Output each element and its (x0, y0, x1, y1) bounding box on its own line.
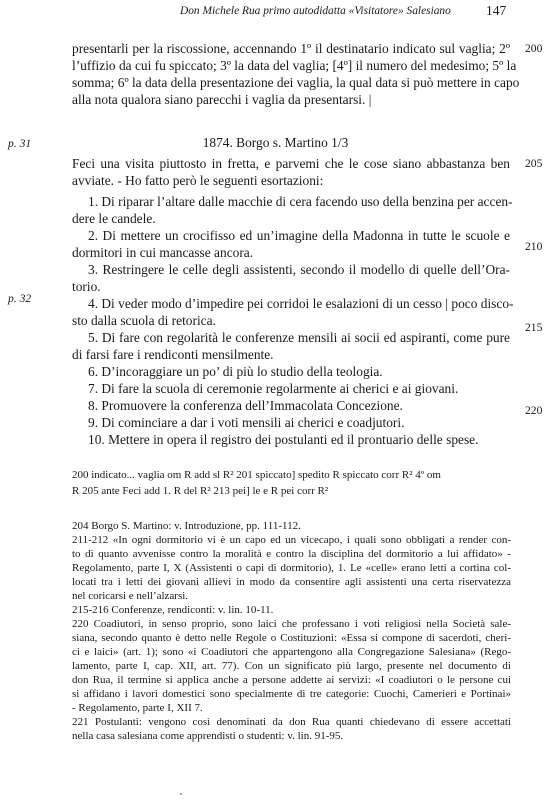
note-line: locati tra i letti dei giovani allievi in modo da consentire agli assistenti una certa riservatezza (72, 576, 511, 588)
list-item: 5. Di fare con regolarità le conferenze mensili ai socii ed aspiranti, come pure (88, 330, 510, 345)
note-line: 221 Postulanti: vengono così denominati da don Rua quanti chiedevano di essere accettati (72, 716, 511, 728)
body-line: avviate. - Ho fatto però le seguenti esortazioni: (72, 173, 324, 188)
note-line: - Regolamento, parte I, XII 7. (72, 702, 203, 714)
running-head-title: Don Michele Rua primo autodidatta «Visitatore» Salesiano (180, 5, 451, 17)
body-line: di farsi fare i rendiconti mensilmente. (72, 347, 274, 362)
scan-speck (180, 793, 182, 795)
apparatus-line: R 205 ante Feci add 1. R del R² 213 pei] le e R pei corr R² (72, 485, 329, 497)
note-line: lamento, parte I, cap. XII, art. 77). Con un significato più largo, presente nel documento di (72, 660, 511, 672)
note-line: siana, secondo quanto è detto nelle Regole o Costituzioni: «Essa si compone di sacerdoti, cheri- (72, 632, 511, 644)
line-number: 200 (525, 42, 543, 55)
apparatus-line: 200 indicato... vaglia om R add sl R² 201 spiccato] spedito R spiccato corr R² 4º om (72, 469, 441, 481)
page-number: 147 (486, 3, 507, 18)
line-number: 210 (525, 240, 543, 253)
list-item: 8. Promuovere la conferenza dell’Immacolata Concezione. (88, 398, 403, 413)
margin-page-ref: p. 32 (8, 292, 32, 305)
list-item: 6. D’incoraggiare un po’ di più lo studio della teologia. (88, 364, 383, 379)
note-line: Regolamento, parte I, X (Assistenti o capi di dormitorio), 1. Le «celle» erano letti a cortina col- (72, 562, 511, 574)
note-line: to di quanto avvenisse contro la moralità e contro la disciplina del dormitorio a lui affidato» - (72, 548, 511, 560)
section-heading: 1874. Borgo s. Martino 1/3 (202, 135, 349, 150)
body-line: Feci una visita piuttosto in fretta, e parvemi che le cose siano abbastanza ben (72, 156, 510, 171)
list-item: 7. Di fare la scuola di ceremonie regolarmente ai cherici e ai giovani. (88, 381, 459, 396)
text-line: presentarli per la riscossione, accennando 1º il destinatario indicato sul vaglia; 2º (72, 41, 510, 56)
note-line: 220 Coadiutori, in senso proprio, sono laici che professano i voti religiosi nella Società sale- (72, 618, 511, 630)
line-number: 220 (525, 404, 543, 417)
text-line: alla nota qualora siano parecchi i vaglia da presentarsi. | (72, 92, 372, 107)
line-number: 215 (525, 321, 543, 334)
note-line: nel coricarsi e nell’alzarsi. (72, 590, 189, 602)
list-item: 2. Di mettere un crocifisso ed un’imagine della Madonna in tutte le scuole e (88, 228, 510, 243)
note-line: 204 Borgo S. Martino: v. Introduzione, pp. 111-112. (72, 520, 301, 532)
list-item: 4. Di veder modo d’impedire pei corridoi le esalazioni di un cesso | poco disco- (88, 296, 514, 311)
note-line: don Rua, il termine si applica anche a persone addette ai servizi: «I coadiutori o le persone cui (72, 674, 511, 686)
body-line: sto dalla scuola di retorica. (72, 313, 216, 328)
note-line: nella casa salesiana come apprendisti o studenti: v. lin. 91-95. (72, 730, 344, 742)
body-line: torio. (72, 279, 101, 294)
body-line: dormitori in cui mancasse ancora. (72, 245, 254, 260)
list-item: 9. Di cominciare a dar i voti mensili ai cherici e coadjutori. (88, 415, 405, 430)
text-line: somma; 6º la data della presentazione dei vaglia, la qual data si può mettere in capo (72, 75, 520, 90)
body-line: dere le candele. (72, 211, 156, 226)
note-line: ci e laici» (art. 1); sono «i Coadiutori che appartengono alla Congregazione Salesiana» (Rego- (72, 646, 511, 658)
line-number: 205 (525, 157, 543, 170)
list-item: 3. Restringere le celle degli assistenti, secondo il modello di quelle dell’Ora- (88, 262, 510, 277)
margin-page-ref: p. 31 (8, 137, 32, 150)
note-line: si affidano i lavori domestici sono specialmente di tre categorie: Cuochi, Camerieri e Portinai» (72, 688, 511, 700)
list-item: 1. Di riparar l’altare dalle macchie di cera facendo uso della benzina per accen- (88, 194, 513, 209)
note-line: 211-212 «In ogni dormitorio vi è un capo ed un vicecapo, i quali sono obbligati a render con- (72, 534, 511, 546)
text-line: l’uffizio da cui fu spiccato; 3º la data del vaglia; [4º] il numero del medesimo; 5º la (72, 58, 517, 73)
list-item: 10. Mettere in opera il registro dei postulanti ed il prontuario delle spese. (88, 432, 479, 447)
note-line: 215-216 Conferenze, rendiconti: v. lin. 10-11. (72, 604, 274, 616)
